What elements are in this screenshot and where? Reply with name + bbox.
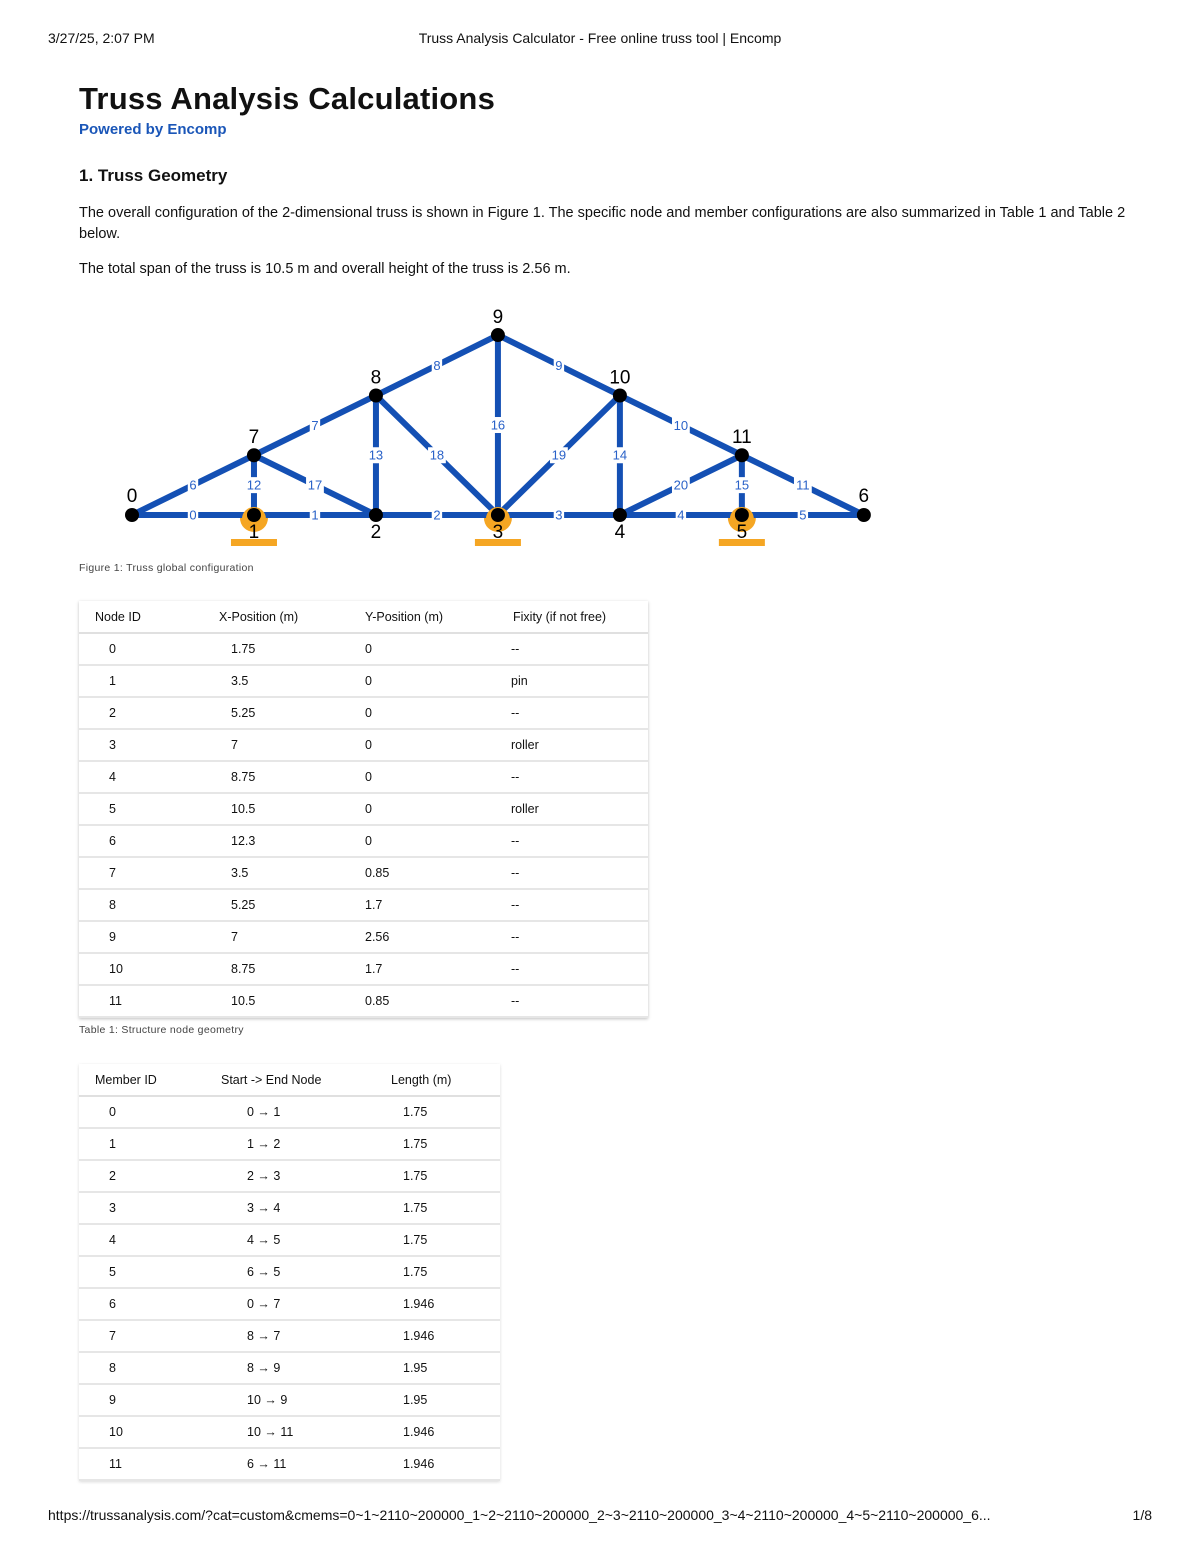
table-cell: 2 bbox=[79, 1160, 205, 1192]
table-cell: 0 bbox=[349, 697, 497, 729]
print-header bbox=[48, 30, 1152, 50]
node-label: 7 bbox=[248, 427, 260, 449]
col-header: Fixity (if not free) bbox=[497, 601, 648, 633]
member-label: 10 bbox=[673, 417, 689, 433]
table-cell: 8 bbox=[79, 889, 203, 921]
member-label: 18 bbox=[429, 447, 445, 463]
table-cell: 5.25 bbox=[203, 889, 349, 921]
table-cell: 5.25 bbox=[203, 697, 349, 729]
node-9 bbox=[491, 328, 505, 342]
table-cell: -- bbox=[497, 761, 648, 793]
table-cell: 3 bbox=[79, 1192, 205, 1224]
node-11 bbox=[735, 448, 749, 462]
table-row bbox=[79, 953, 648, 985]
table-cell: 1.75 bbox=[203, 633, 349, 665]
table-row bbox=[79, 1224, 500, 1256]
table-row bbox=[79, 665, 648, 697]
table-cell: 0 bbox=[349, 793, 497, 825]
table-cell: 0.85 bbox=[349, 857, 497, 889]
table-cell: 1.75 bbox=[375, 1128, 500, 1160]
table-cell: 8.75 bbox=[203, 761, 349, 793]
table-cell: 1.7 bbox=[349, 953, 497, 985]
member-label: 4 bbox=[677, 507, 685, 523]
node-label: 10 bbox=[609, 367, 631, 389]
print-date: 3/27/25, 2:07 PM bbox=[48, 30, 155, 46]
table-row bbox=[79, 1352, 500, 1384]
node-label: 3 bbox=[492, 522, 504, 543]
table-cell: -- bbox=[497, 697, 648, 729]
table-cell: 1.946 bbox=[375, 1288, 500, 1320]
node-0 bbox=[125, 508, 139, 522]
table-cell: 9 bbox=[79, 921, 203, 953]
table-cell: 0 bbox=[349, 665, 497, 697]
print-page-title: Truss Analysis Calculator - Free online truss tool | Encomp bbox=[418, 30, 782, 46]
figure-caption: Figure 1: Truss global configuration bbox=[79, 562, 254, 574]
table-row bbox=[79, 1384, 500, 1416]
node-label: 6 bbox=[858, 486, 870, 507]
table-cell: 2.56 bbox=[349, 921, 497, 953]
table-cell: 0 bbox=[349, 729, 497, 761]
node-6 bbox=[857, 508, 871, 522]
table-cell: 7 bbox=[203, 729, 349, 761]
member-label: 16 bbox=[490, 417, 506, 433]
member-label: 12 bbox=[246, 477, 262, 493]
node-label: 1 bbox=[248, 522, 260, 543]
table-cell: roller bbox=[497, 729, 648, 761]
table-cell: 10.5 bbox=[203, 985, 349, 1017]
member-table bbox=[79, 1064, 500, 1481]
table-cell: 1.946 bbox=[375, 1448, 500, 1480]
table-cell: 1.946 bbox=[375, 1320, 500, 1352]
table-cell: 1.946 bbox=[375, 1416, 500, 1448]
node-label: 4 bbox=[614, 522, 626, 543]
table-row bbox=[79, 889, 648, 921]
table-cell: 2 bbox=[79, 697, 203, 729]
col-header: Node ID bbox=[79, 601, 203, 633]
table-cell: 8 bbox=[79, 1352, 205, 1384]
table-cell: 5 bbox=[79, 793, 203, 825]
print-footer bbox=[48, 1507, 1152, 1527]
table-cell: -- bbox=[497, 921, 648, 953]
member-label: 7 bbox=[311, 417, 319, 433]
table-cell: 2 → 3 bbox=[205, 1160, 375, 1192]
col-header: Member ID bbox=[79, 1064, 205, 1096]
node-label: 8 bbox=[370, 367, 382, 389]
member-label: 8 bbox=[433, 357, 441, 373]
node-label: 2 bbox=[370, 522, 382, 543]
table-cell: 1.75 bbox=[375, 1224, 500, 1256]
table-row bbox=[79, 1320, 500, 1352]
table-row bbox=[79, 1160, 500, 1192]
table-cell: 1.75 bbox=[375, 1160, 500, 1192]
span-height-summary: The total span of the truss is 10.5 m and overall height of the truss is 2.56 m. bbox=[79, 261, 571, 277]
table-row bbox=[79, 793, 648, 825]
table-cell: 10 bbox=[79, 953, 203, 985]
member-label: 9 bbox=[555, 357, 563, 373]
node-1 bbox=[247, 508, 261, 522]
table-cell: 5 bbox=[79, 1256, 205, 1288]
table-cell: 4 bbox=[79, 1224, 205, 1256]
table-cell: 11 bbox=[79, 985, 203, 1017]
table-cell: 10.5 bbox=[203, 793, 349, 825]
member-label: 15 bbox=[734, 477, 750, 493]
col-header: Length (m) bbox=[375, 1064, 500, 1096]
table-row bbox=[79, 1256, 500, 1288]
table-cell: 6 → 11 bbox=[205, 1448, 375, 1480]
table-cell: -- bbox=[497, 825, 648, 857]
table-row bbox=[79, 985, 648, 1017]
truss-diagram bbox=[79, 300, 899, 560]
node-7 bbox=[247, 448, 261, 462]
node-label: 9 bbox=[492, 307, 504, 329]
table-row bbox=[79, 1192, 500, 1224]
table-cell: 9 bbox=[79, 1384, 205, 1416]
member-label: 6 bbox=[189, 477, 197, 493]
page-number: 1/8 bbox=[1132, 1507, 1152, 1523]
powered-by-link[interactable]: Powered by Encomp bbox=[79, 121, 227, 138]
table-cell: 4 → 5 bbox=[205, 1224, 375, 1256]
node-label: 5 bbox=[736, 522, 748, 543]
member-label: 0 bbox=[189, 507, 197, 523]
member-label: 13 bbox=[368, 447, 384, 463]
table-cell: 0 bbox=[349, 633, 497, 665]
table-cell: 0 bbox=[349, 825, 497, 857]
table-cell: 6 bbox=[79, 1288, 205, 1320]
page-title: Truss Analysis Calculations bbox=[79, 81, 496, 116]
table-cell: 7 bbox=[79, 1320, 205, 1352]
table-cell: 8 → 9 bbox=[205, 1352, 375, 1384]
table-cell: 3 → 4 bbox=[205, 1192, 375, 1224]
table-cell: 8 → 7 bbox=[205, 1320, 375, 1352]
member-label: 14 bbox=[612, 447, 628, 463]
table-cell: 1.75 bbox=[375, 1192, 500, 1224]
table-row bbox=[79, 857, 648, 889]
node-3 bbox=[491, 508, 505, 522]
node-4 bbox=[613, 508, 627, 522]
table-cell: -- bbox=[497, 633, 648, 665]
table1-caption: Table 1: Structure node geometry bbox=[79, 1024, 244, 1036]
table-cell: 6 bbox=[79, 825, 203, 857]
table-cell: -- bbox=[497, 985, 648, 1017]
node-geometry-table bbox=[79, 601, 648, 1018]
table-cell: 1.95 bbox=[375, 1384, 500, 1416]
table-cell: 7 bbox=[203, 921, 349, 953]
member-label: 19 bbox=[551, 447, 567, 463]
table-row bbox=[79, 633, 648, 665]
table-cell: 6 → 5 bbox=[205, 1256, 375, 1288]
table-cell: pin bbox=[497, 665, 648, 697]
node-2 bbox=[369, 508, 383, 522]
table-row bbox=[79, 825, 648, 857]
table-cell: 10 → 9 bbox=[205, 1384, 375, 1416]
table-cell: 1.75 bbox=[375, 1256, 500, 1288]
table-cell: 0 bbox=[79, 633, 203, 665]
table-cell: -- bbox=[497, 953, 648, 985]
main-content bbox=[79, 80, 1139, 280]
table-cell: 3.5 bbox=[203, 857, 349, 889]
print-url: https://trussanalysis.com/?cat=custom&cmems=0~1~2110~200000_1~2~2110~200000_2~3~2110~200000_3~4~2110~200000_4~5~2110~200000_6... bbox=[48, 1507, 991, 1523]
table-row bbox=[79, 1128, 500, 1160]
table-cell: 1.7 bbox=[349, 889, 497, 921]
table-cell: 10 bbox=[79, 1416, 205, 1448]
member-label: 11 bbox=[796, 477, 810, 493]
table-cell: 3.5 bbox=[203, 665, 349, 697]
node-label: 0 bbox=[126, 486, 138, 507]
table-cell: 1 bbox=[79, 1128, 205, 1160]
table-cell: roller bbox=[497, 793, 648, 825]
member-label: 20 bbox=[673, 477, 689, 493]
member-label: 17 bbox=[307, 477, 323, 493]
table-row bbox=[79, 761, 648, 793]
table-cell: 1 → 2 bbox=[205, 1128, 375, 1160]
table-cell: 0 → 7 bbox=[205, 1288, 375, 1320]
table-cell: 12.3 bbox=[203, 825, 349, 857]
node-8 bbox=[369, 388, 383, 402]
table-cell: 1 bbox=[79, 665, 203, 697]
node-10 bbox=[613, 388, 627, 402]
member-label: 3 bbox=[555, 507, 563, 523]
table-cell: 0 bbox=[79, 1096, 205, 1128]
table-cell: 11 bbox=[79, 1448, 205, 1480]
table-row bbox=[79, 697, 648, 729]
table-row bbox=[79, 1448, 500, 1480]
node-5 bbox=[735, 508, 749, 522]
table-cell: 1.75 bbox=[375, 1096, 500, 1128]
node-label: 11 bbox=[732, 427, 752, 449]
col-header: Y-Position (m) bbox=[349, 601, 497, 633]
table-cell: 1.95 bbox=[375, 1352, 500, 1384]
table-cell: 0 bbox=[349, 761, 497, 793]
table-cell: 7 bbox=[79, 857, 203, 889]
table-cell: -- bbox=[497, 889, 648, 921]
col-header: Start -> End Node bbox=[205, 1064, 375, 1096]
table-cell: -- bbox=[497, 857, 648, 889]
table-header-row bbox=[79, 1064, 500, 1096]
table-row bbox=[79, 921, 648, 953]
member-label: 5 bbox=[799, 507, 807, 523]
geometry-description: The overall configuration of the 2-dimensional truss is shown in Figure 1. The specific node and member configurations are also summarized in Table 1 and Table 2 below. bbox=[79, 205, 1126, 242]
table-cell: 8.75 bbox=[203, 953, 349, 985]
table-row bbox=[79, 729, 648, 761]
table-cell: 3 bbox=[79, 729, 203, 761]
member-label: 1 bbox=[311, 507, 319, 523]
table-row bbox=[79, 1416, 500, 1448]
table-cell: 4 bbox=[79, 761, 203, 793]
table-header-row bbox=[79, 601, 648, 633]
truss-figure bbox=[79, 300, 899, 560]
table-row bbox=[79, 1288, 500, 1320]
member-label: 2 bbox=[433, 507, 441, 523]
table-cell: 0 → 1 bbox=[205, 1096, 375, 1128]
section-heading-geometry: 1. Truss Geometry bbox=[79, 166, 228, 185]
col-header: X-Position (m) bbox=[203, 601, 349, 633]
table-row bbox=[79, 1096, 500, 1128]
table-cell: 0.85 bbox=[349, 985, 497, 1017]
table-cell: 10 → 11 bbox=[205, 1416, 375, 1448]
